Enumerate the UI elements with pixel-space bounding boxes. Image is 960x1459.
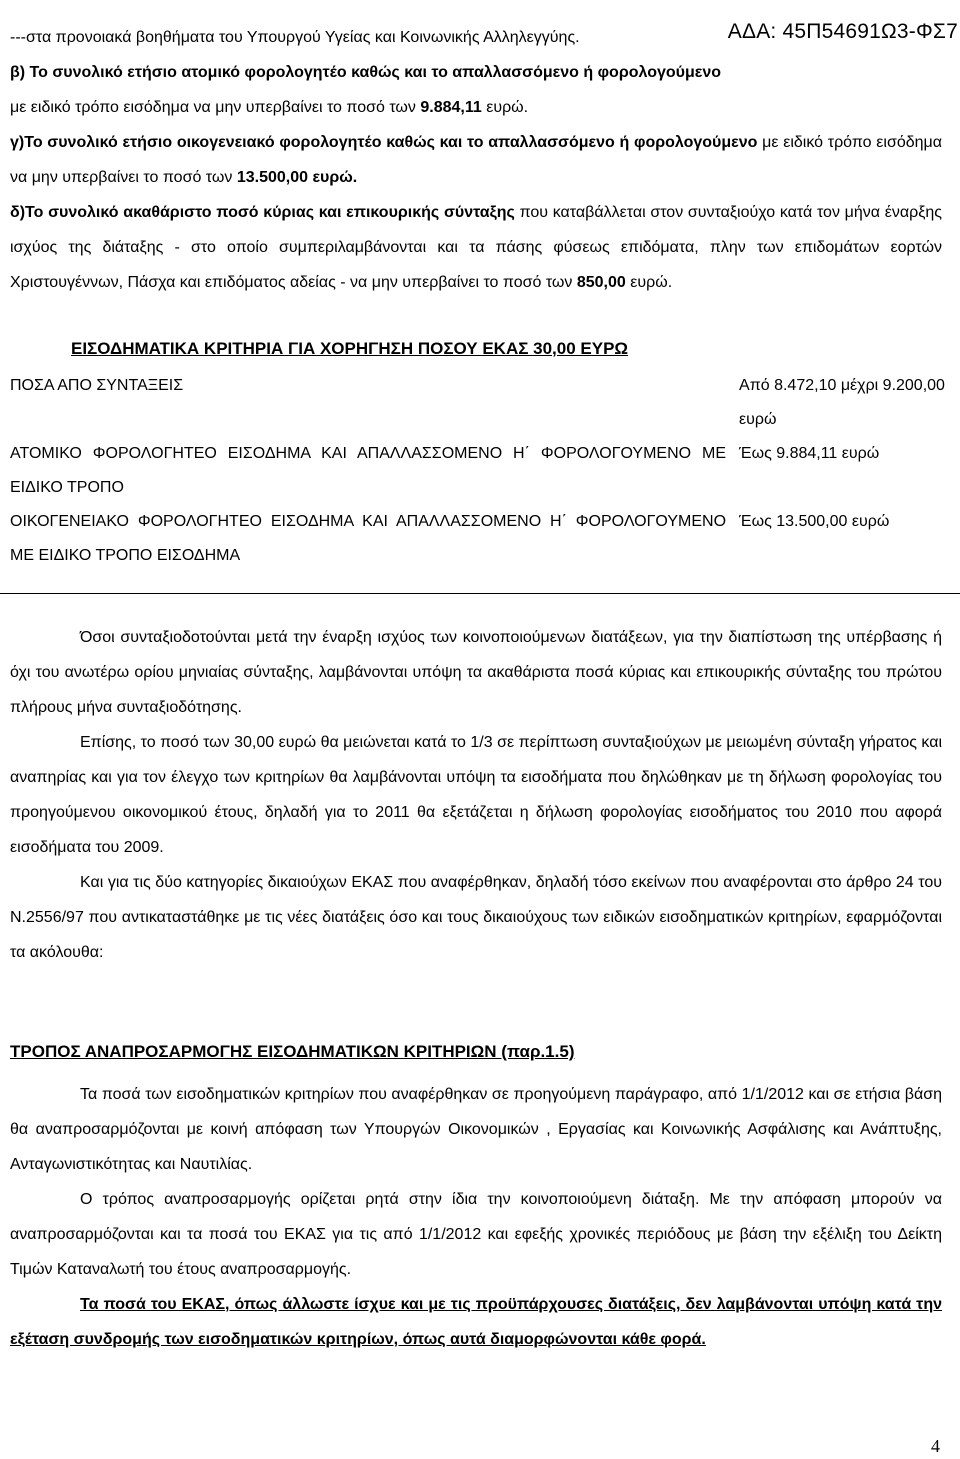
table-cell-label: ΠΟΣΑ ΑΠΟ ΣΥΝΤΑΞΕΙΣ bbox=[10, 377, 184, 394]
table-row bbox=[0, 505, 960, 594]
adjust-paragraph-2: Ο τρόπος αναπροσαρμογής ορίζεται ρητά στην ίδια την κοινοποιούμενη διάταξη. Με την απόφαση μπορούν να αναπροσαρμόζονται και τα ποσά του ΕΚΑΣ για τις από 1/1/2012 και εφεξής χρονικές περιόδους με βάση την εξέλιξη του Δείκτη Τιμών Καταναλωτή του έτους αναπροσαρμογής. bbox=[10, 1191, 942, 1278]
adjust-section bbox=[10, 1077, 942, 1357]
criterion-b-amount: 9.884,11 bbox=[420, 99, 482, 116]
criterion-c bbox=[10, 125, 942, 195]
criterion-c-amount: 13.500,00 ευρώ. bbox=[236, 169, 358, 186]
intro-section bbox=[10, 20, 942, 300]
body-paragraph-3: Και για τις δύο κατηγορίες δικαιούχων ΕΚΑΣ που αναφέρθηκαν, δηλαδή τόσο εκείνων που αναφέρονται στο άρθρο 24 του Ν.2556/97 που αντικαταστάθηκε με τις νέες διατάξεις όσο και τους δικαιούχους των ειδικών εισοδηματικών κριτηρίων, εφαρμόζονται τα ακόλουθα: bbox=[10, 874, 942, 961]
ada-code: ΑΔΑ: 45Π54691Ω3-ΦΣ7 bbox=[727, 20, 958, 43]
criteria-table bbox=[0, 369, 960, 594]
table-cell-label: ΟΙΚΟΓΕΝΕΙΑΚΟ ΦΟΡΟΛΟΓΗΤΕΟ ΕΙΣΟΔΗΜΑ ΚΑΙ ΑΠΑΛΛΑΣΣΟΜΕΝΟ Η΄ ΦΟΡΟΛΟΓΟΥΜΕΝΟ ΜΕ ΕΙΔΙΚΟ ΤΡΟΠΟ ΕΙΣΟΔΗΜΑ bbox=[0, 505, 726, 594]
body-paragraph-1: Όσοι συνταξιοδοτούνται μετά την έναρξη ισχύος των κοινοποιούμενων διατάξεων, για την διαπίστωση της υπέρβασης ή όχι του ανωτέρω ορίου μηνιαίας σύνταξης, λαμβάνονται υπόψη τα ακαθάριστα ποσά κύριας και επικουρικής σύνταξης του πρώτου πλήρους μήνα συνταξιοδότησης. bbox=[10, 629, 942, 716]
criterion-b bbox=[10, 55, 942, 125]
table-cell-value: Έως 9.884,11 ευρώ bbox=[739, 445, 880, 462]
criterion-d bbox=[10, 195, 942, 300]
table-cell-label: ΑΤΟΜΙΚΟ ΦΟΡΟΛΟΓΗΤΕΟ ΕΙΣΟΔΗΜΑ ΚΑΙ ΑΠΑΛΛΑΣΣΟΜΕΝΟ Η΄ ΦΟΡΟΛΟΓΟΥΜΕΝΟ ΜΕ ΕΙΔΙΚΟ ΤΡΟΠΟ bbox=[10, 445, 727, 496]
criterion-b-unit: ευρώ. bbox=[481, 99, 529, 116]
criterion-d-unit: ευρώ. bbox=[625, 274, 673, 291]
body-paragraph-2: Επίσης, το ποσό των 30,00 ευρώ θα μειώνεται κατά το 1/3 σε περίπτωση συνταξιούχων με μειωμένη σύνταξη γήρατος και αναπηρίας και για τον έλεγχο των κριτηρίων θα λαμβάνονται υπόψη τα εισοδήματα που δηλώθηκαν με τη δήλωση φορολογίας του προηγούμενου οικονομικού έτους, δηλαδή για το 2011 θα εξετάζεται η δήλωση φορολογίας εισοδήματος του 2010 που αφορά εισοδήματα του 2009. bbox=[10, 734, 942, 856]
table-row bbox=[0, 369, 960, 437]
body-section bbox=[10, 620, 942, 970]
adjust-heading: ΤΡΟΠΟΣ ΑΝΑΠΡΟΣΑΡΜΟΓΗΣ ΕΙΣΟΔΗΜΑΤΙΚΩΝ ΚΡΙΤΗΡΙΩΝ (παρ.1.5) bbox=[10, 1042, 575, 1061]
table-row bbox=[0, 437, 960, 505]
page-number: 4 bbox=[931, 1436, 940, 1456]
intro-line-top: ---στα προνοιακά βοηθήματα του Υπουργού Υγείας και Κοινωνικής Αλληλεγγύης. bbox=[10, 29, 580, 46]
criterion-c-rest: με ειδικό τρόπο εισόδημα να μην υπερβαίνει το ποσό των bbox=[10, 134, 942, 186]
table-cell-value: Έως 13.500,00 ευρώ bbox=[726, 505, 960, 594]
criterion-d-bold: δ)Το συνολικό ακαθάριστο ποσό κύριας και επικουρικής σύνταξης bbox=[10, 204, 515, 221]
criterion-d-rest: που καταβάλλεται στον συνταξιούχο κατά τον μήνα έναρξης ισχύος της διάταξης - στο οποίο συμπεριλαμβάνονται και τα πάσης φύσεως επιδόματα, πλην των επιδομάτων εορτών Χριστουγέννων, Πάσχα και επιδόματος αδείας - να μην υπερβαίνει το ποσό των bbox=[10, 204, 942, 291]
adjust-paragraph-3: Τα ποσά του ΕΚΑΣ, όπως άλλωστε ίσχυε και με τις προϋπάρχουσες διατάξεις, δεν λαμβάνονται υπόψη κατά την εξέταση συνδρομής των εισοδηματικών κριτηρίων, όπως αυτά διαμορφώνονται κάθε φορά. bbox=[10, 1296, 942, 1348]
criterion-b-bold: β) Το συνολικό ετήσιο ατομικό φορολογητέο καθώς και το απαλλασσόμενο ή φορολογούμενο bbox=[10, 64, 721, 81]
criterion-d-amount: 850,00 bbox=[576, 274, 626, 291]
criterion-b-rest: με ειδικό τρόπο εισόδημα να μην υπερβαίνει το ποσό των bbox=[10, 99, 421, 116]
criterion-c-bold: γ)Το συνολικό ετήσιο οικογενειακό φορολογητέο καθώς και το απαλλασσόμενο ή φορολογούμενο bbox=[10, 134, 758, 151]
adjust-paragraph-1: Τα ποσά των εισοδηματικών κριτηρίων που αναφέρθηκαν σε προηγούμενη παράγραφο, από 1/1/2012 και σε ετήσια βάση θα αναπροσαρμόζονται με κοινή απόφαση των Υπουργών Οικονομικών , Εργασίας και Κοινωνικής Ασφάλισης και Ανάπτυξης, Ανταγωνιστικότητας και Ναυτιλίας. bbox=[10, 1086, 942, 1173]
criteria-heading: ΕΙΣΟΔΗΜΑΤΙΚΑ ΚΡΙΤΗΡΙΑ ΓΙΑ ΧΟΡΗΓΗΣΗ ΠΟΣΟΥ ΕΚΑΣ 30,00 ΕΥΡΩ bbox=[71, 339, 629, 358]
table-cell-value: Από 8.472,10 μέχρι 9.200,00 ευρώ bbox=[739, 377, 945, 428]
